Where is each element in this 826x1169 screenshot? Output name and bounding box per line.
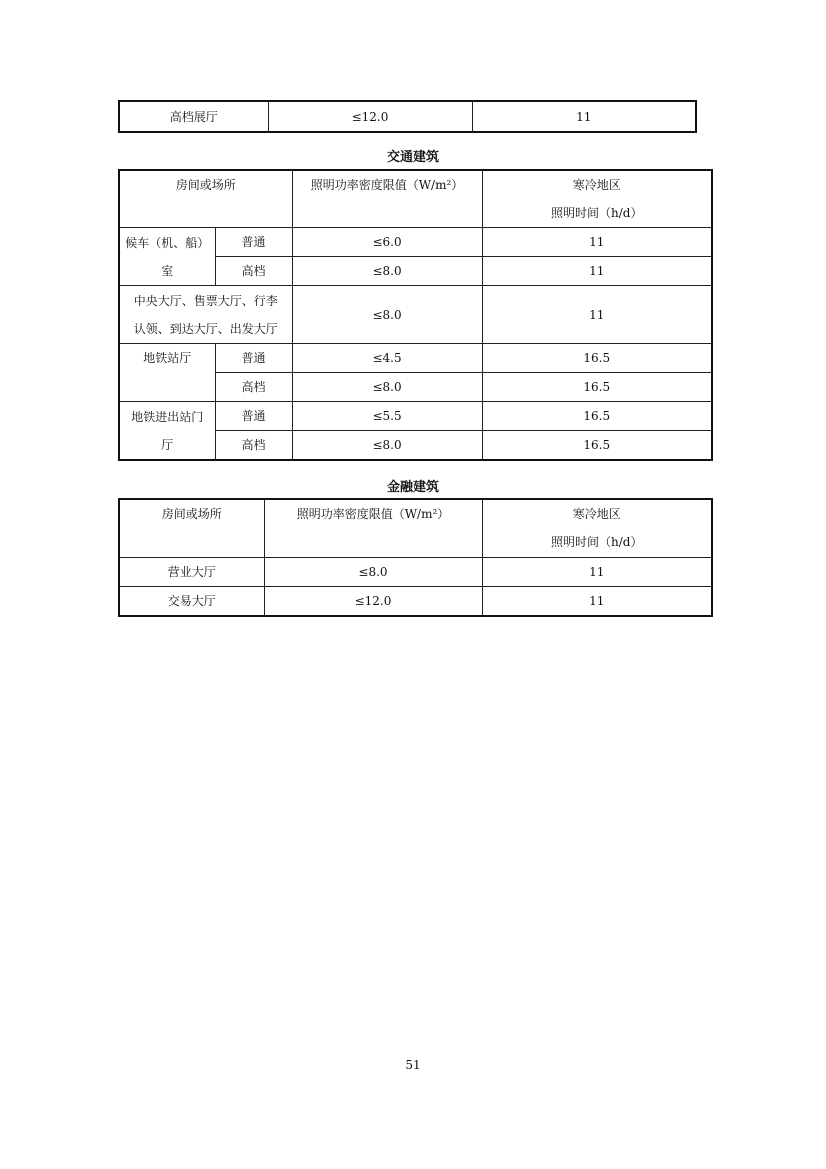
- header-hours-label: 照明时间（h/d）: [551, 535, 643, 550]
- density-cell: ≤8.0: [292, 286, 482, 344]
- place-line: 地铁进出站门: [131, 409, 204, 424]
- hours-cell: 11: [482, 286, 712, 344]
- header-density: [292, 170, 482, 228]
- hours-cell: 16.5: [482, 431, 712, 461]
- place-line: 候车（机、船）: [125, 235, 210, 250]
- place-line: 认领、到达大厅、出发大厅: [133, 321, 278, 336]
- grade-cell: 高档: [215, 431, 292, 461]
- header-place: [119, 170, 292, 228]
- hours-cell: 11: [482, 586, 712, 616]
- page-number: 51: [405, 1058, 421, 1072]
- section-title-transport: 交通建筑: [386, 150, 439, 165]
- header-hours: [482, 170, 712, 228]
- place-cell: [119, 286, 292, 344]
- place-line: 室: [161, 263, 174, 278]
- density-cell: ≤4.5: [292, 344, 482, 373]
- header-place-label: 房间或场所: [175, 178, 236, 192]
- hours-cell: 16.5: [482, 344, 712, 373]
- place-line: 厅: [161, 437, 174, 452]
- transport-table: [118, 169, 713, 461]
- hours-cell: 11: [482, 228, 712, 257]
- table-row: [119, 402, 712, 431]
- grade-cell: 高档: [215, 373, 292, 402]
- header-row: [119, 499, 712, 557]
- density-cell: ≤8.0: [292, 257, 482, 286]
- header-region-label: 寒冷地区: [572, 178, 621, 192]
- place-cell: [119, 402, 215, 461]
- header-hours-label: 照明时间（h/d）: [551, 206, 643, 220]
- place-line: 中央大厅、售票大厅、行李: [133, 293, 278, 308]
- table-row: [119, 344, 712, 373]
- table-row: [119, 286, 712, 344]
- density-cell: ≤8.0: [292, 373, 482, 402]
- header-density-label: 照明功率密度限值（W/m²）: [310, 178, 464, 192]
- header-density-label: 照明功率密度限值（W/m²）: [296, 507, 450, 521]
- place-cell: [119, 228, 215, 286]
- table-row: [119, 586, 712, 616]
- header-place-label: 房间或场所: [161, 507, 222, 521]
- place-cell: 营业大厅: [119, 557, 264, 586]
- table-row: [119, 228, 712, 257]
- header-place: [119, 499, 264, 557]
- place-cell: 交易大厅: [119, 586, 264, 616]
- density-cell: ≤8.0: [292, 431, 482, 461]
- place-line: 地铁站厅: [143, 351, 192, 365]
- grade-cell: 普通: [215, 402, 292, 431]
- hours-cell: 16.5: [482, 373, 712, 402]
- table-row: [119, 101, 696, 132]
- hours-cell: 11: [482, 257, 712, 286]
- grade-cell: 普通: [215, 344, 292, 373]
- place-cell: [119, 344, 215, 402]
- grade-cell: 高档: [215, 257, 292, 286]
- grade-cell: 普通: [215, 228, 292, 257]
- header-density: [264, 499, 482, 557]
- finance-table: [118, 498, 713, 617]
- density-cell: ≤6.0: [292, 228, 482, 257]
- hours-cell: 11: [482, 557, 712, 586]
- hours-cell: 16.5: [482, 402, 712, 431]
- density-cell: ≤12.0: [268, 101, 472, 132]
- density-cell: ≤8.0: [264, 557, 482, 586]
- header-hours: [482, 499, 712, 557]
- table-row: [119, 557, 712, 586]
- place-cell: 高档展厅: [119, 101, 268, 132]
- header-row: [119, 170, 712, 228]
- header-region-label: 寒冷地区: [572, 507, 621, 522]
- density-cell: ≤12.0: [264, 586, 482, 616]
- top-table: [118, 100, 697, 133]
- hours-cell: 11: [472, 101, 696, 132]
- density-cell: ≤5.5: [292, 402, 482, 431]
- section-title-finance: 金融建筑: [386, 480, 439, 495]
